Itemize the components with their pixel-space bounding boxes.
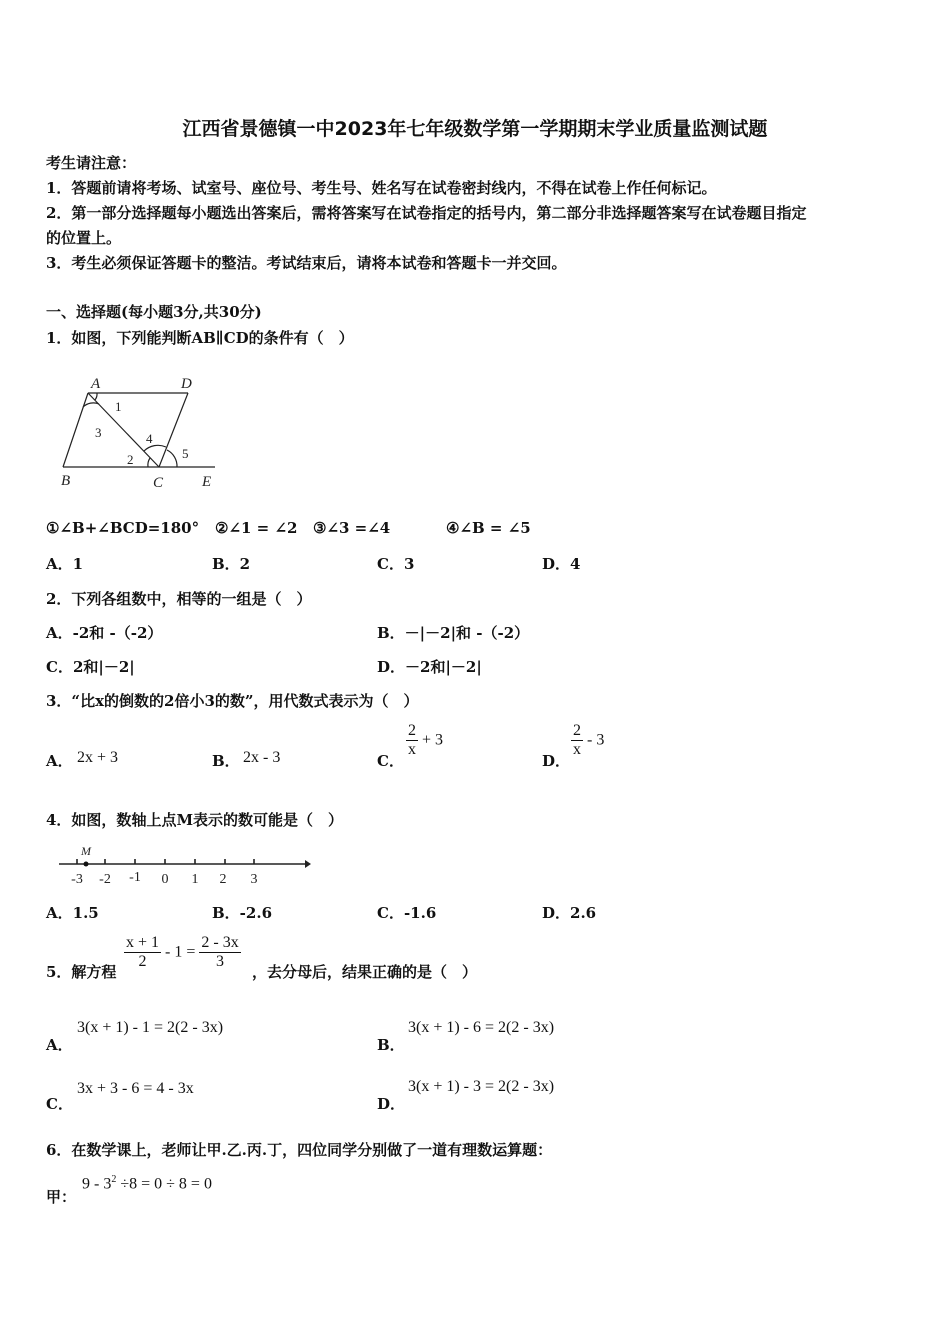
question-1-option-c: C．3 xyxy=(377,555,415,573)
question-5-option-c-expr: 3x + 3 - 6 = 4 - 3x xyxy=(77,1080,194,1097)
label-angle-3: 3 xyxy=(95,425,102,440)
numerator: 2 xyxy=(406,722,418,741)
question-3-stem: 3．“比x的倒数的2倍小3的数”，用代数式表示为（ ） xyxy=(46,692,419,710)
numerator: x + 1 xyxy=(124,934,161,953)
expression-part: ÷8 = 0 ÷ 8 = 0 xyxy=(120,1175,212,1193)
question-4-option-b: B．-2.6 xyxy=(212,904,273,922)
label-point-a: A xyxy=(91,376,101,392)
denominator: 3 xyxy=(216,953,225,971)
fraction xyxy=(406,722,418,760)
notice-item-1: 1．答题前请将考场、试室号、座位号、考生号、姓名写在试卷密封线内，不得在试卷上作任何标记。 xyxy=(46,179,717,197)
question-1-condition-4: ④∠B = ∠5 xyxy=(446,519,531,537)
label-point-d: D xyxy=(181,376,192,392)
question-2-option-b: B．－|－2|和 -（-2） xyxy=(377,624,530,642)
arc-angle-4 xyxy=(144,445,166,451)
question-5-equation xyxy=(124,934,241,972)
question-5-suffix: ，去分母后，结果正确的是（ ） xyxy=(252,963,478,981)
tick-label: -1 xyxy=(129,870,141,885)
question-4-option-c: C．-1.6 xyxy=(377,904,437,922)
question-2-stem: 2．下列各组数中，相等的一组是（ ） xyxy=(46,590,312,608)
fraction xyxy=(571,722,583,760)
question-5-option-b-label: B． xyxy=(377,1036,405,1054)
question-4-number-line xyxy=(55,838,320,890)
fraction-rhs xyxy=(199,934,240,972)
tick-label: 3 xyxy=(250,872,258,887)
question-1-option-a: A．1 xyxy=(46,555,84,573)
notice-item-2: 2．第一部分选择题每小题选出答案后，需将答案写在试卷指定的括号内，第二部分非选择题答案写在试卷题目指定 xyxy=(46,204,807,222)
question-3-option-a-label: A． xyxy=(46,752,73,770)
question-5-option-a-label: A． xyxy=(46,1036,73,1054)
question-5-prefix: 5．解方程 xyxy=(46,963,117,981)
question-5-option-b-expr: 3(x + 1) - 6 = 2(2 - 3x) xyxy=(408,1019,555,1036)
exponent: 2 xyxy=(111,1174,117,1185)
expression-tail: + 3 xyxy=(422,731,444,749)
question-3-option-c-label: C． xyxy=(377,752,404,770)
axis-arrow xyxy=(305,860,311,868)
equation-middle: - 1 = xyxy=(165,943,196,961)
question-2-option-a: A．-2和 -（-2） xyxy=(46,624,163,642)
question-2-option-c: C．2和|－2| xyxy=(46,658,135,676)
question-6-stem: 6．在数学课上，老师让甲.乙.丙.丁，四位同学分别做了一道有理数运算题： xyxy=(46,1141,553,1159)
question-4-stem: 4．如图，数轴上点M表示的数可能是（ ） xyxy=(46,811,344,829)
numerator: 2 xyxy=(571,722,583,741)
question-1-figure xyxy=(55,373,225,493)
tick-label: 0 xyxy=(161,872,169,887)
question-5-option-c-label: C． xyxy=(46,1095,73,1113)
label-angle-4: 4 xyxy=(146,431,153,446)
tick-label: 1 xyxy=(191,872,199,887)
section-heading: 一、选择题(每小题3分,共30分) xyxy=(46,303,262,321)
question-4-option-a: A．1.5 xyxy=(46,904,99,922)
arc-angle-1 xyxy=(95,393,97,400)
page-title: 江西省景德镇一中2023年七年级数学第一学期期末学业质量监测试题 xyxy=(182,118,768,140)
question-3-option-b-label: B． xyxy=(212,752,240,770)
tick-label: 2 xyxy=(219,872,227,887)
denominator: x xyxy=(573,741,581,759)
tick-label: -3 xyxy=(71,872,83,887)
numerator: 2 - 3x xyxy=(199,934,240,953)
label-angle-5: 5 xyxy=(182,446,189,461)
question-3-option-d-expr xyxy=(571,722,604,760)
arc-angle-2 xyxy=(148,458,150,467)
question-5-option-a-expr: 3(x + 1) - 1 = 2(2 - 3x) xyxy=(77,1019,224,1036)
question-1-option-d: D．4 xyxy=(542,555,581,573)
arc-angle-5 xyxy=(167,450,177,467)
label-point-b: B xyxy=(61,473,71,489)
notice-item-2-cont: 的位置上。 xyxy=(46,229,122,247)
question-1-condition-2: ②∠1 = ∠2 xyxy=(215,519,298,537)
label-point-e: E xyxy=(202,474,212,490)
tick-label: -2 xyxy=(99,872,111,887)
question-1-option-b: B．2 xyxy=(212,555,251,573)
question-1-condition-1: ①∠B+∠BCD=180° xyxy=(46,519,200,537)
label-angle-2: 2 xyxy=(127,452,134,467)
label-point-m: M xyxy=(81,844,91,858)
notice-heading: 考生请注意： xyxy=(46,154,137,172)
arc-angle-3 xyxy=(83,403,99,407)
label-point-c: C xyxy=(153,475,164,491)
question-5-option-d-label: D． xyxy=(377,1095,406,1113)
expression-tail: - 3 xyxy=(587,731,605,749)
question-5-option-d-expr: 3(x + 1) - 3 = 2(2 - 3x) xyxy=(408,1078,555,1095)
question-1-condition-3: ③∠3 =∠4 xyxy=(313,519,391,537)
question-3-option-d-label: D． xyxy=(542,752,571,770)
question-3-option-c-expr xyxy=(406,722,443,760)
fraction-lhs xyxy=(124,934,161,972)
denominator: 2 xyxy=(138,953,147,971)
segment-ab xyxy=(63,393,88,467)
question-6-jia-label: 甲： xyxy=(46,1188,77,1206)
question-3-option-a-expr: 2x + 3 xyxy=(77,749,119,766)
notice-item-3: 3．考生必须保证答题卡的整洁。考试结束后，请将本试卷和答题卡一并交回。 xyxy=(46,254,567,272)
point-m xyxy=(84,862,89,867)
question-4-option-d: D．2.6 xyxy=(542,904,597,922)
label-angle-1: 1 xyxy=(115,399,122,414)
expression-part: 9 - 3 xyxy=(82,1175,112,1193)
question-1-stem: 1．如图，下列能判断AB∥CD的条件有（ ） xyxy=(46,329,354,347)
question-2-option-d: D．－2和|－2| xyxy=(377,658,482,676)
question-6-jia-expr xyxy=(82,1174,212,1193)
denominator: x xyxy=(408,741,416,759)
question-3-option-b-expr: 2x - 3 xyxy=(243,749,281,766)
